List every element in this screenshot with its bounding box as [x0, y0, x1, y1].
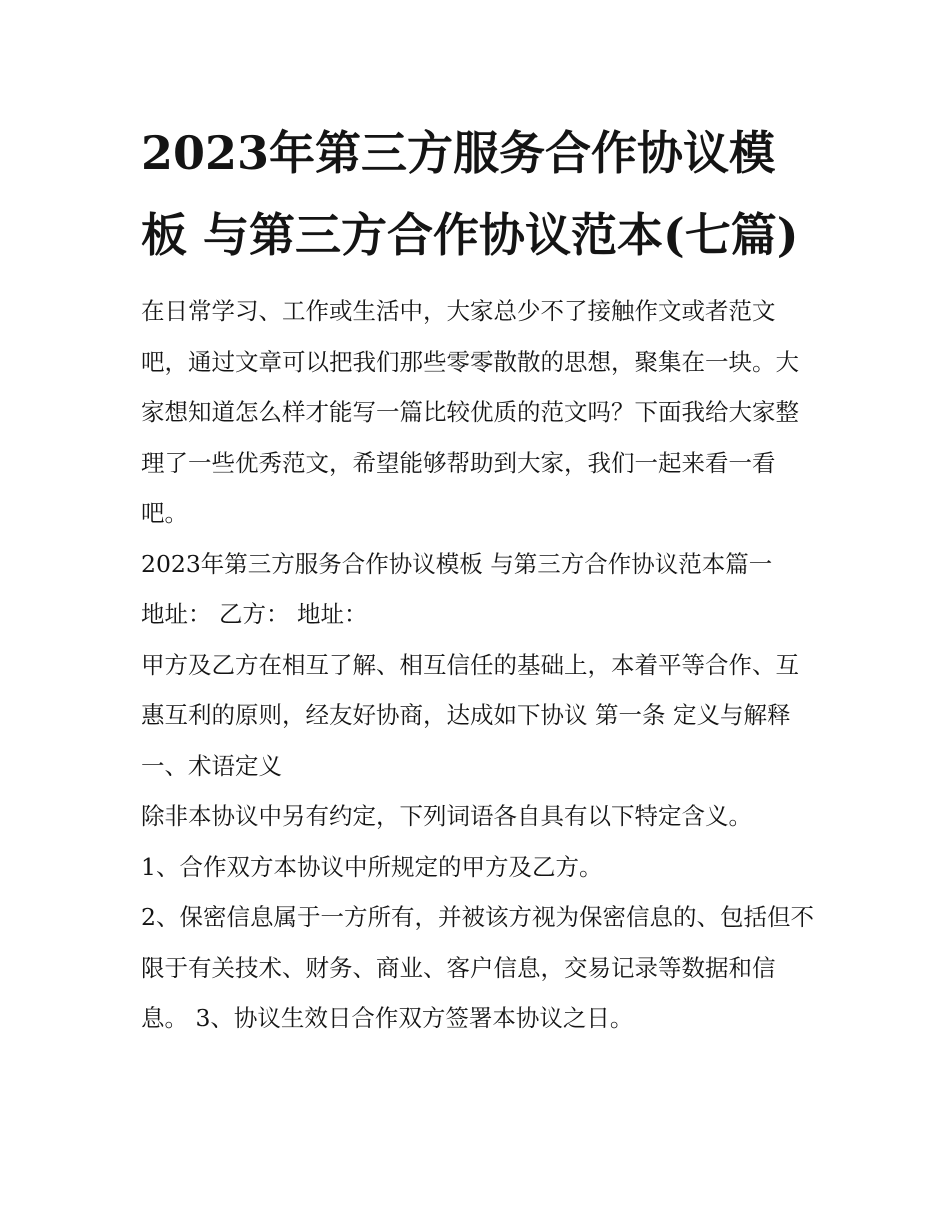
definition-item-2-3: 2、保密信息属于一方所有，并被该方视为保密信息的、包括但不限于有关技术、财务、商业、客户信息，交易记录等数据和信息。 3、协议生效日合作双方签署本协议之日。 [141, 903, 814, 1032]
intro-paragraph: 在日常学习、工作或生活中，大家总少不了接触作文或者范文吧，通过文章可以把我们那些零零散散的思想，聚集在一块。大家想知道怎么样才能写一篇比较优质的范文吗？下面我给大家整理了一些优秀范文，希望能够帮助到大家，我们一起来看一看吧。 [141, 297, 799, 527]
document-page [141, 112, 821, 1044]
address-line: 地址： 乙方： 地址： [141, 600, 368, 628]
definition-item-1: 1、合作双方本协议中所规定的甲方及乙方。 [141, 852, 603, 881]
document-title: 2023年第三方服务合作协议模板 与第三方合作协议范本(七篇) [141, 126, 799, 262]
definitions-intro: 除非本协议中另有约定，下列词语各自具有以下特定含义。 [141, 802, 752, 830]
section-heading: 2023年第三方服务合作协议模板 与第三方合作协议范本篇一 [141, 549, 773, 578]
agreement-preamble: 甲方及乙方在相互了解、相互信任的基础上，本着平等合作、互惠互利的原则，经友好协商，达成如下协议 第一条 定义与解释 一、术语定义 [141, 650, 799, 780]
